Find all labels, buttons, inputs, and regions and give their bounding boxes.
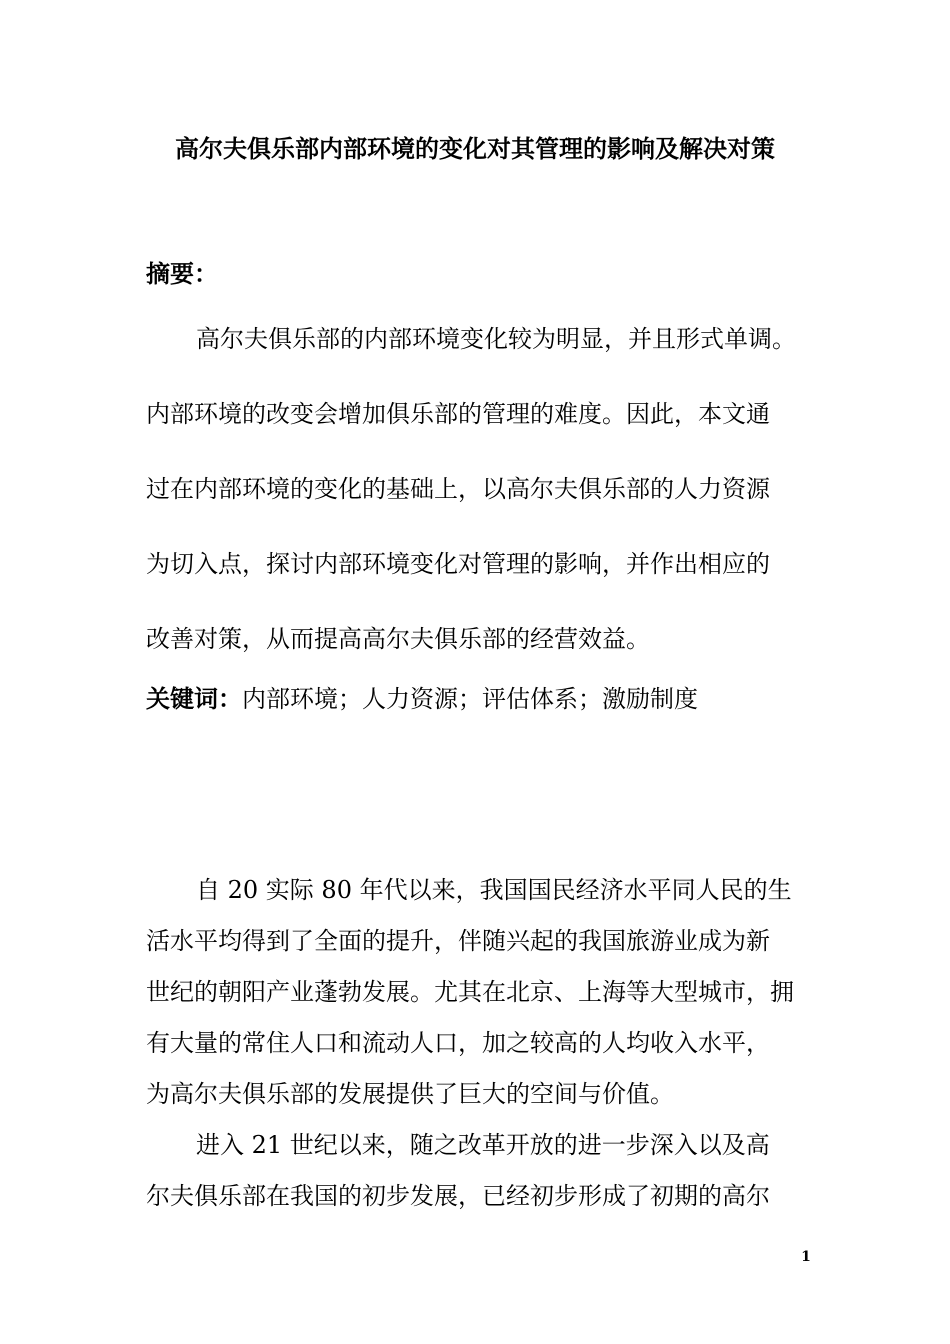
abstract-line: 高尔夫俱乐部的内部环境变化较为明显，并且形式单调。 [196, 325, 796, 353]
abstract-line: 为切入点，探讨内部环境变化对管理的影响，并作出相应的 [146, 550, 770, 578]
keywords-label: 关键词： [146, 684, 242, 713]
keywords-line [146, 683, 698, 715]
abstract-label: 摘要： [146, 259, 218, 288]
body-line: 尔夫俱乐部在我国的初步发展，已经初步形成了初期的高尔 [146, 1182, 770, 1210]
document-title: 高尔夫俱乐部内部环境的变化对其管理的影响及解决对策 [175, 134, 775, 163]
abstract-line: 改善对策，从而提高高尔夫俱乐部的经营效益。 [146, 625, 650, 653]
body-line: 自 20 实际 80 年代以来，我国国民经济水平同人民的生 [196, 876, 792, 904]
body-line: 进入 21 世纪以来，随之改革开放的进一步深入以及高 [196, 1131, 770, 1159]
body-line: 为高尔夫俱乐部的发展提供了巨大的空间与价值。 [146, 1080, 674, 1108]
abstract-line: 过在内部环境的变化的基础上，以高尔夫俱乐部的人力资源 [146, 475, 770, 503]
keywords-text: 内部环境；人力资源；评估体系；激励制度 [242, 685, 698, 713]
abstract-line: 内部环境的改变会增加俱乐部的管理的难度。因此，本文通 [146, 400, 770, 428]
body-line: 世纪的朝阳产业蓬勃发展。尤其在北京、上海等大型城市，拥 [146, 978, 794, 1006]
body-line: 活水平均得到了全面的提升，伴随兴起的我国旅游业成为新 [146, 927, 770, 955]
body-line: 有大量的常住人口和流动人口，加之较高的人均收入水平， [146, 1029, 770, 1057]
page-number: 1 [801, 1249, 811, 1265]
